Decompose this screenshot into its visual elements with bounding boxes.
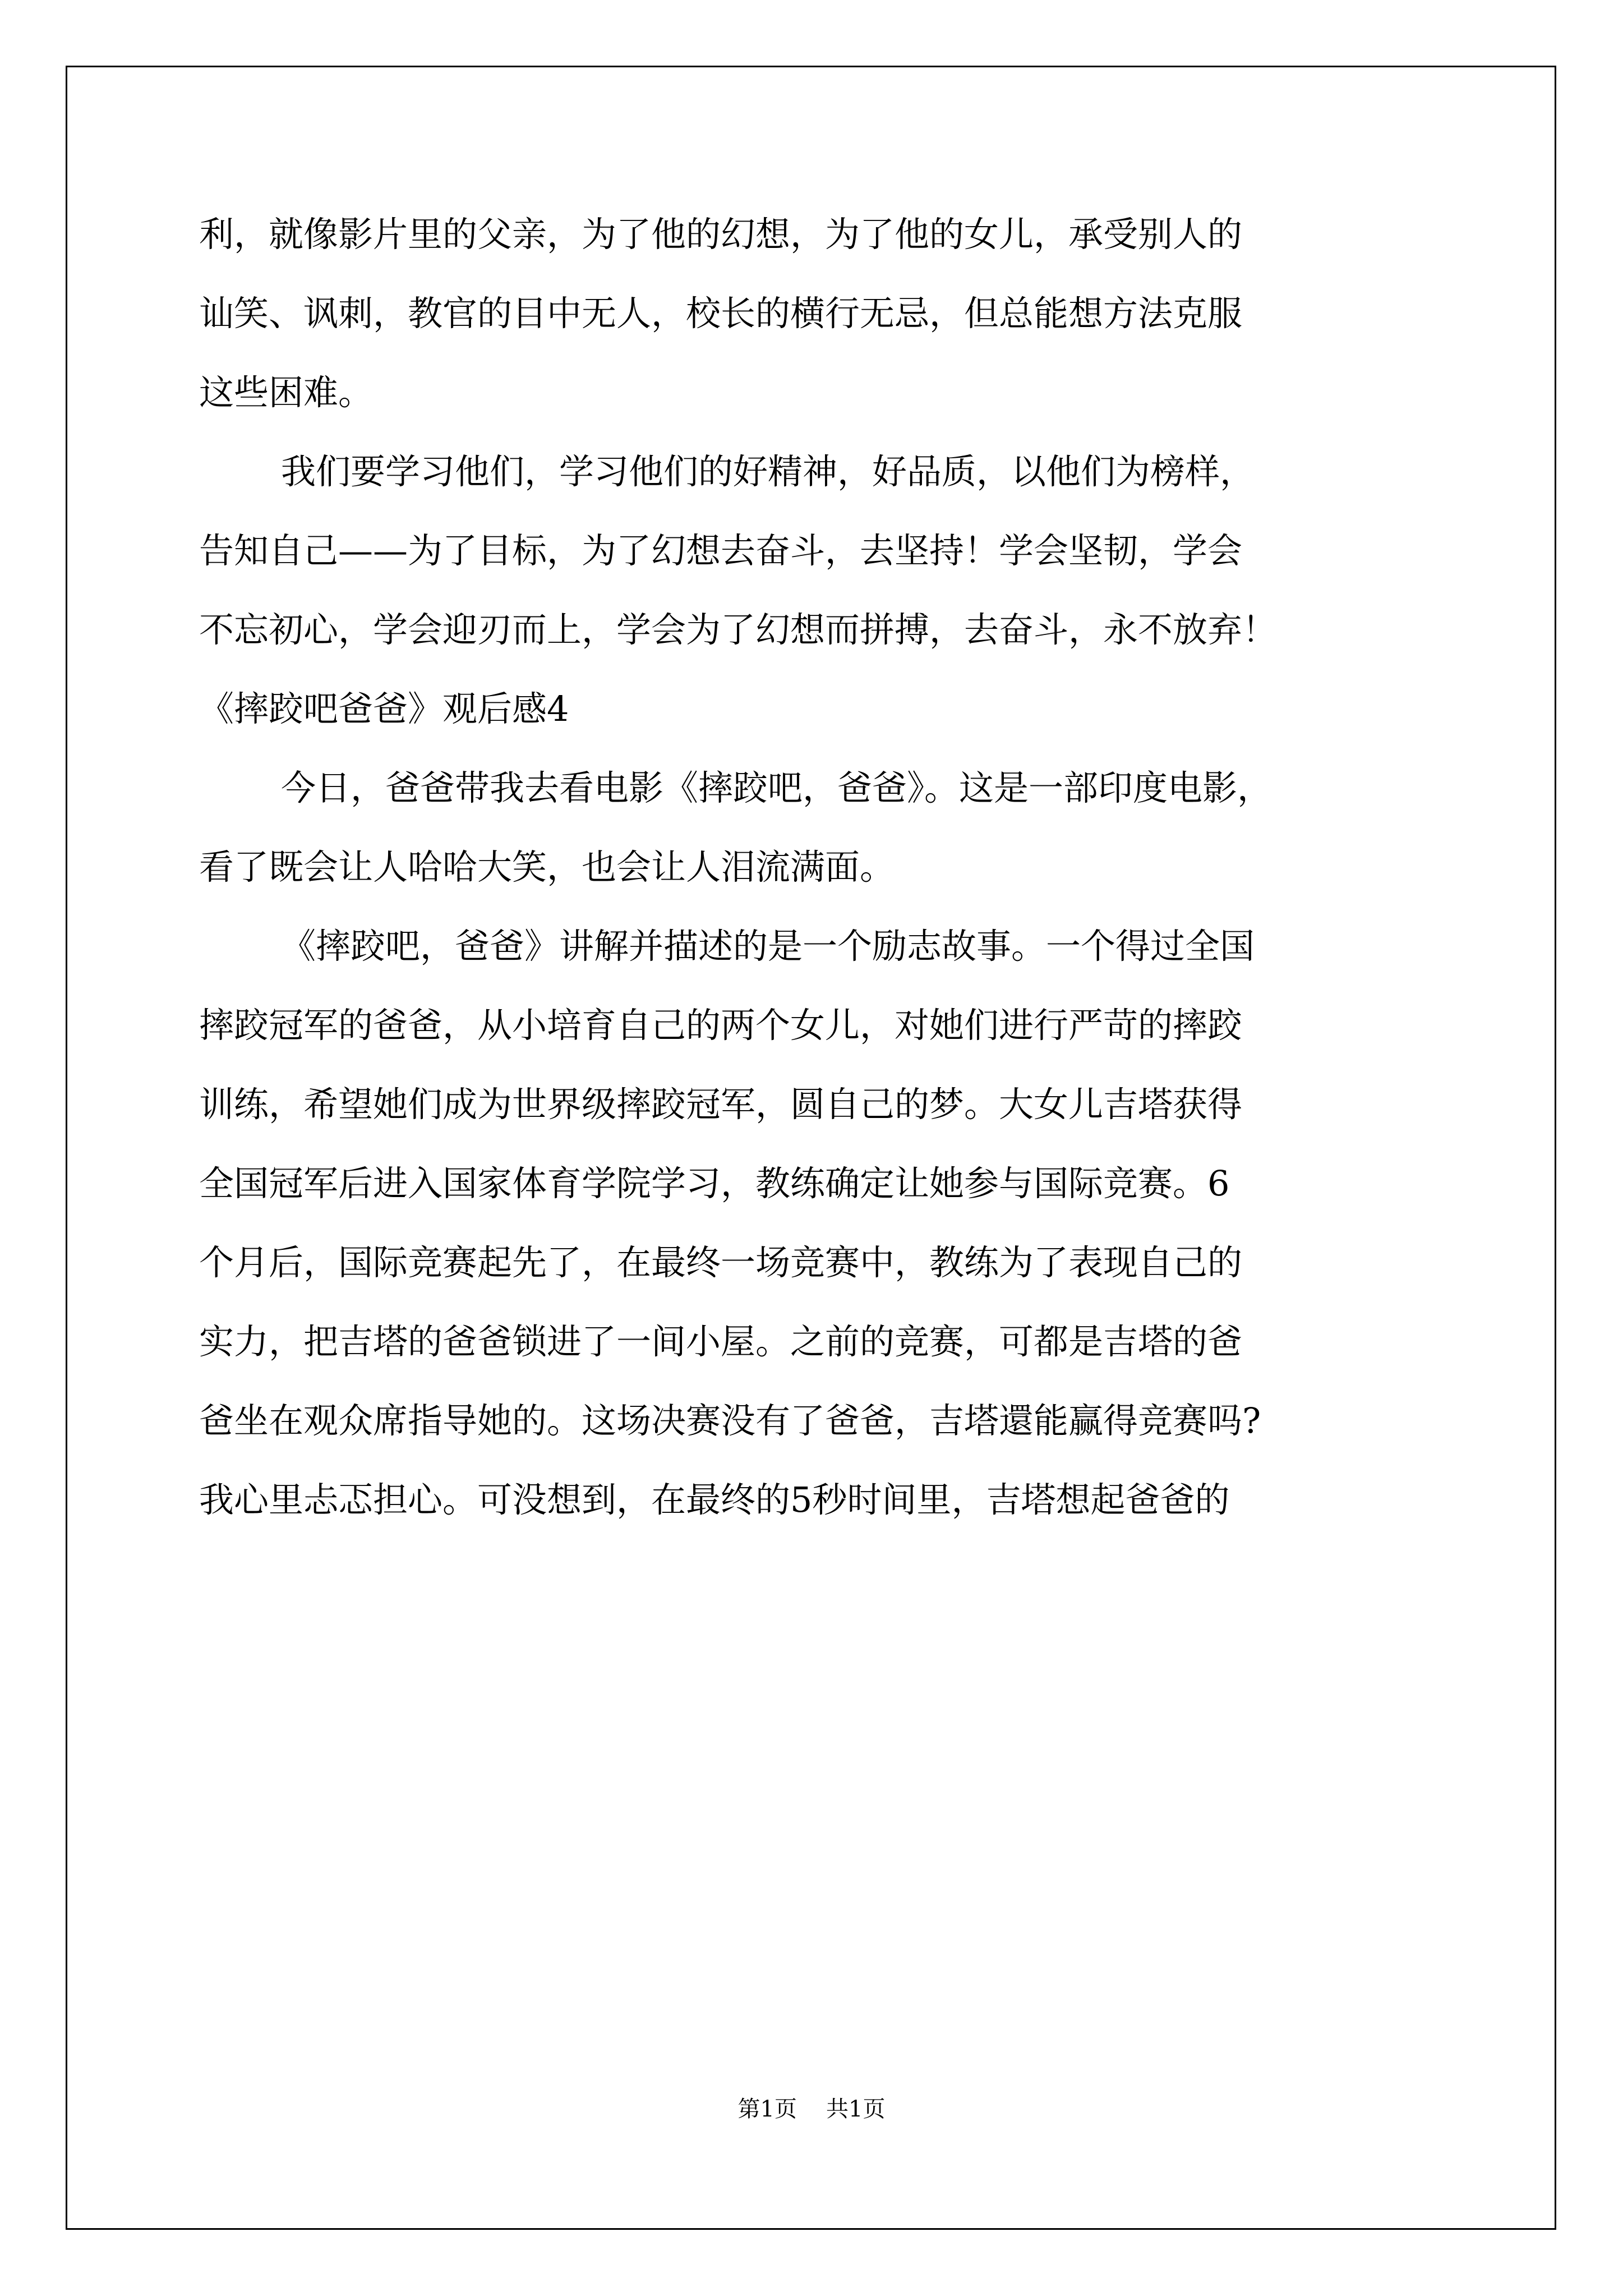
body-line: 全国冠军后进入国家体育学院学习，教练确定让她参与国际竞赛。6 (199, 1163, 1230, 1204)
body-line: 我心里忐忑担心。可没想到，在最终的5秒时间里，吉塔想起爸爸的 (199, 1479, 1230, 1520)
paragraph-first-line: 今日，爸爸带我去看电影《摔跤吧，爸爸》。这是一部印度电影， (281, 767, 1272, 808)
body-line: 摔跤冠军的爸爸，从小培育自己的两个女儿，对她们进行严苛的摔跤 (199, 1005, 1243, 1046)
body-line: 利，就像影片里的父亲，为了他的幻想，为了他的女儿，承受别人的 (199, 214, 1243, 255)
paragraph-first-line: 我们要学习他们，学习他们的好精神，好品质，以他们为榜样， (281, 451, 1255, 492)
body-line: 不忘初心，学会迎刃而上，学会为了幻想而拼搏，去奋斗，永不放弃！ (199, 609, 1278, 650)
page-number: 第1页 (737, 2096, 797, 2122)
body-line: 这些困难。 (199, 372, 374, 413)
body-line: 实力，把吉塔的爸爸锁进了一间小屋。之前的竞赛，可都是吉塔的爸 (199, 1321, 1243, 1362)
body-line: 训练，希望她们成为世界级摔跤冠军，圆自己的梦。大女儿吉塔获得 (199, 1084, 1243, 1125)
paragraph-first-line: 《摔跤吧，爸爸》讲解并描述的是一个励志故事。一个得过全国 (281, 926, 1255, 967)
body-line: 讪笑、讽刺，教官的目中无人，校长的横行无忌，但总能想方法克服 (199, 293, 1243, 334)
page-total: 共1页 (826, 2096, 886, 2122)
page-footer (0, 2092, 1623, 2126)
body-line: 爸坐在观众席指导她的。这场决赛没有了爸爸，吉塔還能赢得竞赛吗? (199, 1400, 1261, 1441)
body-line: 告知自己——为了目标，为了幻想去奋斗，去坚持！学会坚韧，学会 (199, 530, 1243, 571)
body-line: 看了既会让人哈哈大笑，也会让人泪流满面。 (199, 846, 895, 887)
body-line: 个月后，国际竞赛起先了，在最终一场竞赛中，教练为了表现自己的 (199, 1242, 1243, 1283)
section-heading: 《摔跤吧爸爸》观后感4 (199, 688, 569, 729)
